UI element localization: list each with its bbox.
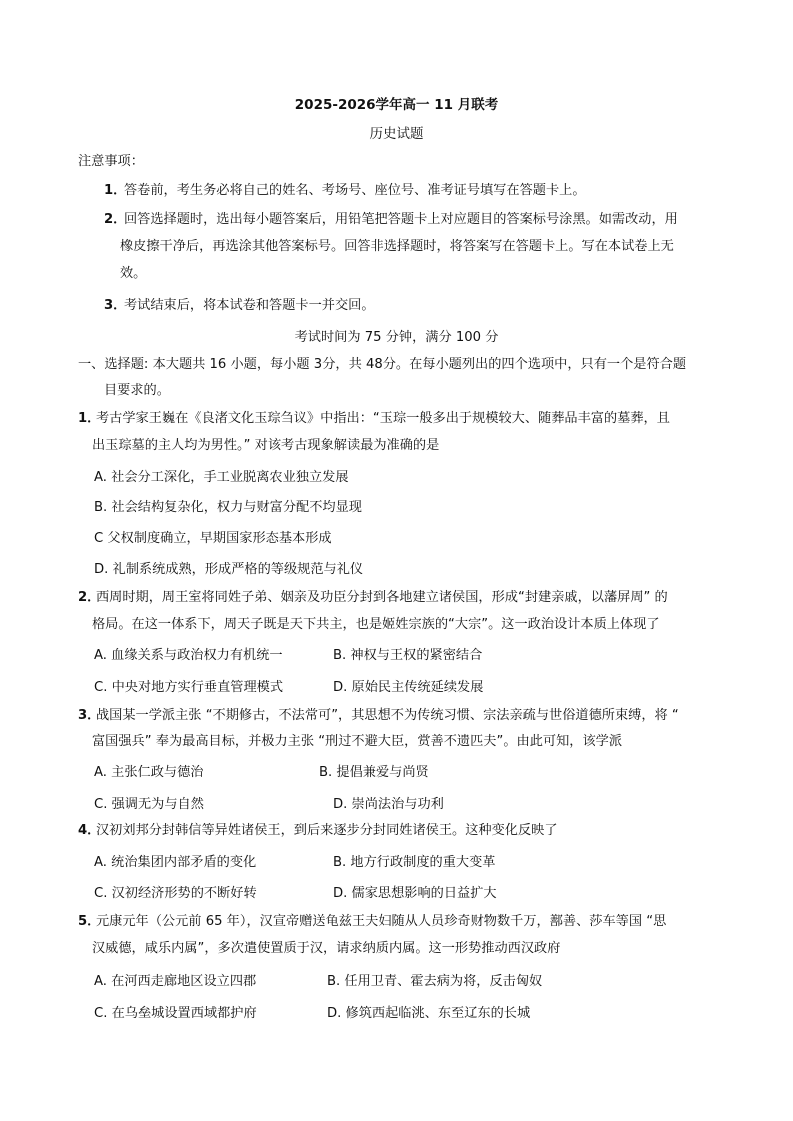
option-c: C. 在乌垒城设置西域都护府 <box>94 1006 257 1021</box>
notice-heading: 注意事项： <box>78 154 144 169</box>
question-stem: 元康元年（公元前 65 年），汉宣帝赠送龟兹王夫妇随从人员珍奇财物数千万，鄯善、莎车等国 “思 <box>96 914 667 929</box>
question-number: 1． <box>78 411 101 426</box>
option-d: D. 崇尚法治与功利 <box>333 797 444 812</box>
notice-item-text: 回答选择题时，选出每小题答案后，用铅笔把答题卡上对应题目的答案标号涂黑。如需改动，用 <box>124 212 678 227</box>
notice-item-text: 橡皮擦干净后，再选涂其他答案标号。回答非选择题时，将答案写在答题卡上。写在本试卷上无 <box>120 239 674 254</box>
exam-time-info: 考试时间为 75 分钟，满分 100 分 <box>294 330 499 345</box>
question-number: 3． <box>78 708 101 723</box>
notice-item-number: 1． <box>104 183 127 198</box>
notice-item-text: 效。 <box>120 266 147 281</box>
option-d: D. 儒家思想影响的日益扩大 <box>333 886 497 901</box>
option-a: A. 主张仁政与德治 <box>94 765 204 780</box>
question-stem: 战国某一学派主张 “不期修古，不法常可”，其思想不为传统习惯、宗法亲疏与世俗道德所束缚，将 “ <box>96 708 679 723</box>
option-b: B. 社会结构复杂化，权力与财富分配不均显现 <box>94 500 362 515</box>
option-c: C 父权制度确立，早期国家形态基本形成 <box>94 531 332 546</box>
question-stem: 富国强兵” 奉为最高目标，并极力主张 “刑过不避大臣，赏善不遗匹夫”。由此可知，该学派 <box>92 734 623 749</box>
question-number: 2． <box>78 590 101 605</box>
question-stem: 西周时期，周王室将同姓子弟、姻亲及功臣分封到各地建立诸侯国，形成“封建亲戚，以藩屏周” 的 <box>96 590 668 605</box>
question-stem: 考古学家王巍在《良渚文化玉琮刍议》中指出：“玉琮一般多出于规模较大、随葬品丰富的墓葬，且 <box>96 411 670 426</box>
question-stem: 出玉琮墓的主人均为男性。” 对该考古现象解读最为准确的是 <box>92 438 440 453</box>
option-d: D. 修筑西起临洮、东至辽东的长城 <box>327 1006 531 1021</box>
subject-title: 历史试题 <box>369 126 424 142</box>
question-stem: 格局。在这一体系下，周天子既是天下共主，也是姬姓宗族的“大宗”。这一政治设计本质上体现了 <box>92 617 660 632</box>
option-a: A. 统治集团内部矛盾的变化 <box>94 855 257 870</box>
option-a: A. 社会分工深化，手工业脱离农业独立发展 <box>94 470 349 485</box>
option-c: C. 汉初经济形势的不断好转 <box>94 886 257 901</box>
notice-item-number: 3． <box>104 298 127 313</box>
option-c: C. 强调无为与自然 <box>94 797 204 812</box>
notice-item-number: 2． <box>104 212 127 227</box>
option-b: B. 提倡兼爱与尚贤 <box>319 765 429 780</box>
notice-item-text: 答卷前，考生务必将自己的姓名、考场号、座位号、准考证号填写在答题卡上。 <box>124 183 586 198</box>
section-heading: 一、选择题: 本大题共 16 小题，每小题 3分，共 48分。在每小题列出的四个选项中，只有一个是符合题 <box>78 357 687 372</box>
option-b: B. 神权与王权的紧密结合 <box>333 648 483 663</box>
option-b: B. 地方行政制度的重大变革 <box>333 855 496 870</box>
notice-item-text: 考试结束后，将本试卷和答题卡一并交回。 <box>124 298 375 313</box>
option-b: B. 任用卫青、霍去病为将，反击匈奴 <box>327 974 543 989</box>
option-c: C. 中央对地方实行垂直管理模式 <box>94 680 284 695</box>
section-heading: 目要求的。 <box>104 383 170 398</box>
option-a: A. 在河西走廊地区设立四郡 <box>94 974 257 989</box>
exam-title: 2025-2026学年高一 11 月联考 <box>294 97 499 113</box>
option-d: D. 原始民主传统延续发展 <box>333 680 484 695</box>
option-d: D. 礼制系统成熟，形成严格的等级规范与礼仪 <box>94 562 364 577</box>
question-number: 5． <box>78 914 101 929</box>
question-stem: 汉初刘邦分封韩信等异姓诸侯王，到后来逐步分封同姓诸侯王。这种变化反映了 <box>96 823 558 838</box>
question-number: 4． <box>78 823 101 838</box>
option-a: A. 血缘关系与政治权力有机统一 <box>94 648 283 663</box>
question-stem: 汉威德，咸乐内属”，多次遣使置质于汉，请求纳质内属。这一形势推动西汉政府 <box>92 941 561 956</box>
